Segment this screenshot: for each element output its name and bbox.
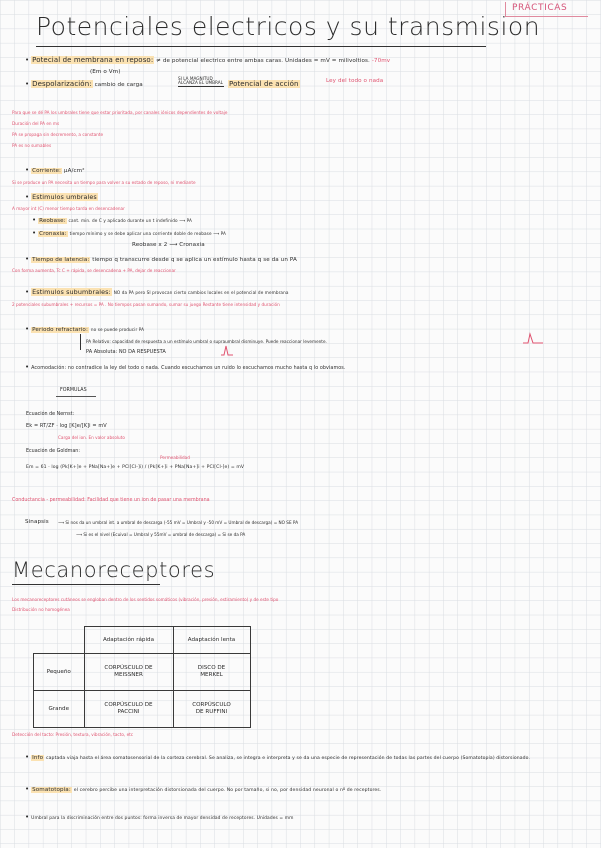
page-title: Potenciales electricos y su transmision [36,12,541,41]
umbral-text: Umbral para la discriminación entre dos puntos: forma inversa de mayor densidad de receptores. Unidades = mm [31,816,294,821]
bullet-icon: • [25,363,30,371]
corriente-text: µA/cm² [63,168,85,174]
table-row-label: Pequeño [34,654,85,691]
action-potential-icon-rel [522,332,544,344]
term-potencial-accion-wrap [228,80,300,88]
bullet-icon: • [25,56,30,64]
term-reobase: Reobase: [39,218,66,224]
term-subumbrales: Estimulos subumbrales: [32,288,111,296]
bullet-icon: • [25,80,30,88]
bullet-icon: • [25,255,30,263]
corriente-red: Si se produce un PA necesita un tiempo para volver a su estado de reposo, ni mediante [12,180,196,185]
periodo-text: no se puede producir PA [90,327,145,332]
line-corriente [25,166,85,174]
sinapsis-1: ⟶ Si nos da un umbral int. a umbral de descarga (-55 mV = Umbral y -50 mV = Umbral de descarga) = NO SE PA [58,520,299,525]
para-1: Para que se dé PA los umbrales tiene que estar prioritada, por canales iónicos dependientes de voltaje [12,110,228,115]
goldman-title: Ecuación de Goldman: [26,449,80,454]
line-acomodacion [25,363,346,371]
cronaxia-text: tiempo mínimo y se debe aplicar una corriente doble de reobase ⟶ PA [69,231,226,236]
pa-absoluto: PA Absoluta: NO DA RESPUESTA [86,349,166,355]
table-header-rapida: Adaptación rápida [84,627,173,654]
practicas-label: PRÁCTICAS [512,3,568,13]
after-table-note: Detección del tacto: Presión, textura, vibración, tacto, etc [12,732,134,737]
table-corner [34,627,85,654]
bullet-icon: • [32,216,37,224]
term-corriente: Corriente: [32,168,62,174]
line-umbral [25,813,293,821]
conductancia: Conductancia - permeabilidad: Facilidad que tiene un ion de pasar una membrana [12,498,210,503]
line-latencia [25,255,297,263]
term-cronaxia: Cronaxia: [39,231,67,237]
term-estimulos-umbrales: Estimulos umbrales [32,193,97,201]
goldman-perm: Permeabilidad [160,455,190,460]
table-row-label: Grande [34,691,85,728]
formulas-underline [56,396,96,397]
term-latencia: Tiempo de latencia: [32,257,90,263]
term-potencial-accion: Potencial de acción [229,80,299,88]
bullet-icon: • [25,166,30,174]
line-cronaxia [32,229,226,237]
info-text: captada viaja hasta el área somatosensorial de la corteza cerebral. Se analiza, se integra e interpreta y se da una especie de representación de todas las partes del cuerpo (Somatotopía) distorsionado. [46,756,531,761]
table-cell: CORPÚSCULO DE MEISSNER [84,654,173,691]
line-reobase [32,216,192,224]
table-cell: DISCO DE MERKEL [173,654,250,691]
section2-underline [12,584,160,585]
mecanoreceptores-table [33,626,251,728]
line-potencial-reposo [25,56,390,64]
reobase-text: cant. min. de C y aplicado durante un t indefinido ⟶ PA [68,218,192,223]
bullet-icon: • [25,325,30,333]
para-4: PA es no sumables [12,143,52,148]
term-periodo: Periodo refractario: [32,327,88,333]
somatotopia-text: el cerebro percibe una interpretación distorsionada del cuerpo. No por tamaño, si no, por densidad neuronal o nº de receptores. [73,788,382,793]
bullet-icon: • [25,288,30,296]
sinapsis-2: ⟶ Si es el nivel (Ecuival = Umbral y 55mV = umbral de descarga) = Si se da PA [76,532,246,537]
reposo-text: ≠ de potencial electrico entre ambas caras. Unidades = mV = milivoltios. [156,58,370,64]
bullet-icon: • [25,193,30,201]
line-estimulos-umbrales [25,193,98,201]
action-potential-icon-abs [220,345,234,356]
table-header-lenta: Adaptación lenta [173,627,250,654]
para-2: Duración del PA en ms [12,121,60,126]
sinapsis-term: Sinapsis [25,519,49,525]
bullet-icon: • [25,785,30,793]
term-info: Info [32,755,44,761]
acomodacion-text: Acomodación: no contradice la ley del todo o nada. Cuando escuchamos un ruido lo escuchamos mucho hasta q lo obviamos. [31,366,346,371]
arrow-icon [178,86,224,87]
formulas-label: FORMULAS [60,388,87,393]
estimulos-red: A mayor int (C) menor tiempo tarda en desencadenar [12,206,125,211]
term-despolarizacion: Despolarización: [32,80,92,88]
title-underline [36,46,486,47]
pa-relativo: PA Relativo: capacidad de respuesta a un estímulo umbral o supraumbral disminuye. Puede reaccionar levemente. [86,339,327,344]
mecano-intro-2: Distribución no homogénea [12,607,70,612]
section-title-mecanoreceptores: Mecanoreceptores [12,558,216,582]
latencia-text: tiempo q transcurre desde q se aplica un estímulo hasta q se da un PA [92,257,297,263]
mecano-intro: Los mecanoreceptores cutáneos se engloban dentro de los sentidos somáticos (vibración, presión, estiramiento) y de este tipo [12,597,279,602]
despol-small: SI LA MAGNITUD ALCANZA EL UMBRAL [178,76,223,86]
subumbrales-text: NO da PA pero SI provocan cierto cambios locales en el potencial de membrana [113,290,289,295]
despol-text: cambio de carga [94,82,143,88]
bullet-icon: • [25,813,30,821]
term-somatotopia: Somatotopía: [32,787,71,793]
line-somatotopia [25,785,381,793]
nernst-formula: Ek = RT/ZF · log [K]e/[K]i = mV [26,423,107,429]
line-periodo [25,325,144,333]
line-despolarizacion [25,80,143,88]
bullet-icon: • [25,753,30,761]
bullet-icon: • [32,229,37,237]
goldman-formula: Em = 61 · log (Pk[K+]e + PNa[Na+]e + PCl[Cl-]i) / (Pk[K+]i + PNa[Na+]i + PCl[Cl-]e) = mV [26,465,245,470]
line-info [25,752,587,764]
line-subumbrales [25,288,289,296]
reposo-sub: (Em o Vm) [90,69,121,75]
latencia-red: Con forma aumenta, Tc C + rápida, se desencadena + PA, dejar de reaccionar [12,268,176,273]
nernst-title: Ecuación de Nernst: [26,412,75,417]
term-reposo: Potecial de membrana en reposo: [32,56,154,64]
subumbrales-red: 2 potenciales subumbrales + recursos = PA . No tiempos pasan sumando, sumar su juego Restante tiene intensidad y duración [12,302,280,307]
nernst-note: Carga del ion. En valor absoluto [58,435,125,440]
para-3: PA se propaga sin decremento, a constante [12,132,104,137]
table-cell: CORPÚSCULO DE RUFFINI [173,691,250,728]
ley-todo-nada: Ley del todo o nada [326,78,384,84]
table-cell: CORPÚSCULO DE PACCINI [84,691,173,728]
bracket-line [80,334,81,350]
reposo-red: -70mv [371,58,391,64]
reobase-x2: Reobase x 2 ⟶ Cronaxia [132,242,205,248]
